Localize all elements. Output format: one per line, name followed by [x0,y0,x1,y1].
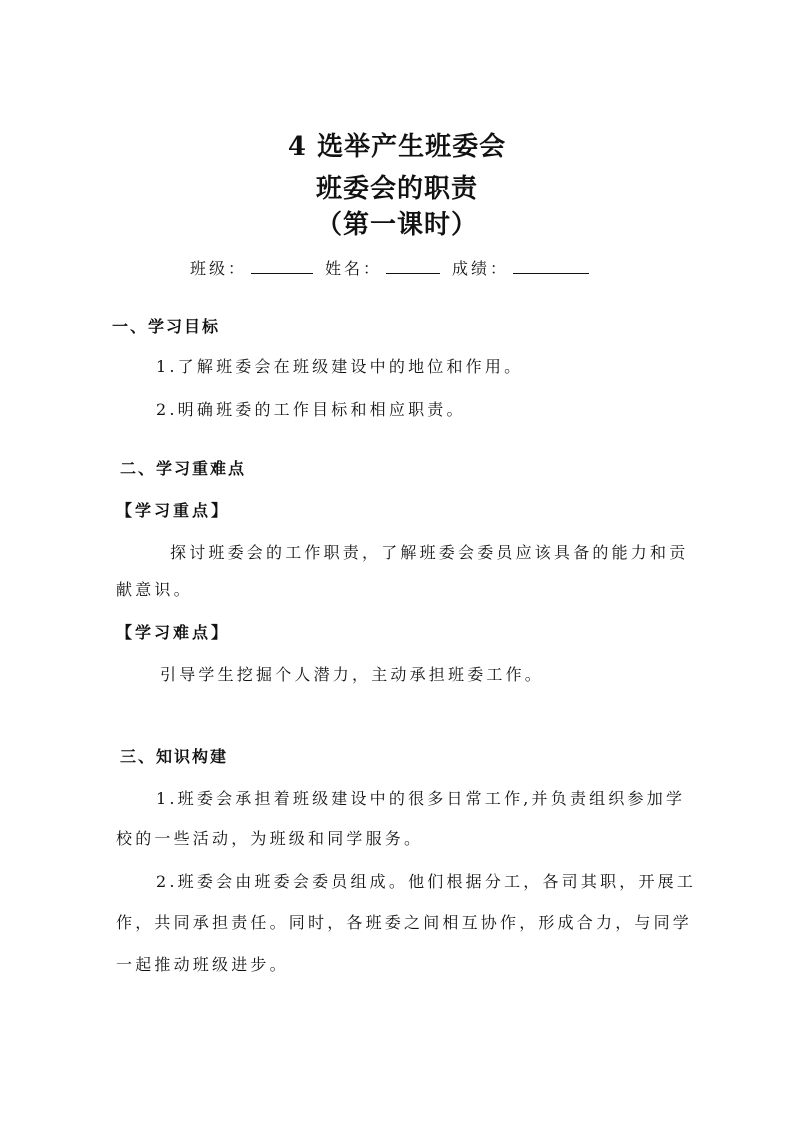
goal-item-2: 2.明确班委的工作目标和相应职责。 [156,400,466,419]
student-info-line [190,256,601,279]
lesson-subtitle: 班委会的职责 [315,174,478,204]
knowledge-p1-line-2: 校的一些活动，为班级和同学服务。 [116,829,424,848]
knowledge-p2-line-3: 一起推动班级进步。 [116,955,289,974]
difficulty-label: 【学习难点】 [116,623,231,642]
score-field[interactable] [513,257,589,274]
score-label: 成绩： [452,259,510,278]
difficulty-text: 引导学生挖掘个人潜力，主动承担班委工作。 [160,665,545,684]
class-field[interactable] [251,257,313,274]
knowledge-p2-line-2: 作，共同承担责任。同时，各班委之间相互协作，形成合力，与同学 [116,913,693,932]
goal-item-1: 1.了解班委会在班级建设中的地位和作用。 [156,357,524,376]
lesson-period: （第一课时） [315,210,478,240]
knowledge-p2-line-1: 2.班委会由班委会委员组成。他们根据分工，各司其职，开展工 [156,872,697,891]
name-field[interactable] [386,257,440,274]
lesson-title: 4 选举产生班委会 [287,132,507,162]
focus-text-line-2: 献意识。 [116,580,193,599]
section-heading-knowledge: 三、知识构建 [120,747,229,766]
focus-label: 【学习重点】 [116,501,231,520]
knowledge-p1-line-1: 1.班委会承担着班级建设中的很多日常工作,并负责组织参加学 [156,789,686,808]
section-heading-goals: 一、学习目标 [112,317,221,336]
class-label: 班级： [190,259,248,278]
focus-text-line-1: 探讨班委会的工作职责，了解班委会委员应该具备的能力和贡 [170,543,689,562]
section-heading-key-points: 二、学习重难点 [120,459,247,478]
name-label: 姓名： [325,259,383,278]
